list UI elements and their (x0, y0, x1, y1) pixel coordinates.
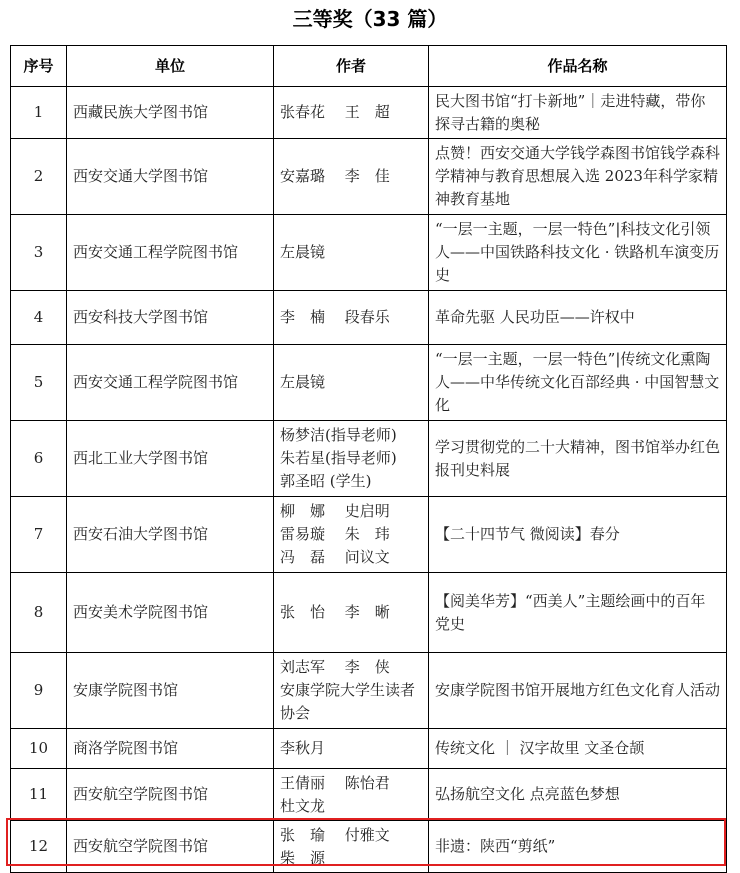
cell-unit: 安康学院图书馆 (67, 653, 274, 729)
cell-author: 张 怡 李 晰 (274, 573, 429, 653)
cell-author: 刘志军 李 侠 安康学院大学生读者协会 (274, 653, 429, 729)
cell-author: 张春花 王 超 (274, 87, 429, 139)
cell-author: 李 楠 段春乐 (274, 291, 429, 345)
table-row (11, 573, 727, 653)
cell-work: 革命先驱 人民功臣——许权中 (429, 291, 727, 345)
cell-num: 9 (11, 653, 67, 729)
cell-unit: 西安航空学院图书馆 (67, 821, 274, 873)
header-num: 序号 (11, 46, 67, 87)
header-work: 作品名称 (429, 46, 727, 87)
cell-author: 左晨镜 (274, 345, 429, 421)
cell-num: 6 (11, 421, 67, 497)
table-row (11, 497, 727, 573)
table-row (11, 421, 727, 497)
header-author: 作者 (274, 46, 429, 87)
cell-num: 5 (11, 345, 67, 421)
header-unit: 单位 (67, 46, 274, 87)
cell-num: 8 (11, 573, 67, 653)
cell-work: 弘扬航空文化 点亮蓝色梦想 (429, 769, 727, 821)
cell-work: 【二十四节气 微阅读】春分 (429, 497, 727, 573)
cell-unit: 西安航空学院图书馆 (67, 769, 274, 821)
cell-num: 3 (11, 215, 67, 291)
cell-num: 1 (11, 87, 67, 139)
cell-num: 7 (11, 497, 67, 573)
cell-author: 王倩丽 陈怡君 杜文龙 (274, 769, 429, 821)
cell-work: “一层一主题，一层一特色”|科技文化引领人——中国铁路科技文化 · 铁路机车演变历史 (429, 215, 727, 291)
table-header-row (11, 46, 727, 87)
page-title: 三等奖（33 篇） (292, 7, 448, 31)
cell-work: 【阅美华芳】“西美人”主题绘画中的百年党史 (429, 573, 727, 653)
table-row (11, 653, 727, 729)
cell-author: 左晨镜 (274, 215, 429, 291)
cell-work: “一层一主题，一层一特色”|传统文化熏陶人——中华传统文化百部经典 · 中国智慧文化 (429, 345, 727, 421)
cell-author: 杨梦洁(指导老师) 朱若星(指导老师) 郭圣昭 (学生) (274, 421, 429, 497)
cell-num: 12 (11, 821, 67, 873)
cell-unit: 西藏民族大学图书馆 (67, 87, 274, 139)
cell-unit: 西安交通工程学院图书馆 (67, 345, 274, 421)
cell-work: 民大图书馆“打卡新地”｜走进特藏，带你探寻古籍的奥秘 (429, 87, 727, 139)
cell-num: 10 (11, 729, 67, 769)
table-row (11, 729, 727, 769)
table-row (11, 821, 727, 873)
cell-work: 安康学院图书馆开展地方红色文化育人活动 (429, 653, 727, 729)
cell-unit: 商洛学院图书馆 (67, 729, 274, 769)
cell-unit: 西北工业大学图书馆 (67, 421, 274, 497)
cell-work: 点赞！西安交通大学钱学森图书馆钱学森科学精神与教育思想展入选 2023年科学家精神教育基地 (429, 139, 727, 215)
cell-num: 4 (11, 291, 67, 345)
cell-num: 2 (11, 139, 67, 215)
cell-author: 柳 娜 史启明 雷易璇 朱 玮 冯 磊 问议文 (274, 497, 429, 573)
cell-work: 学习贯彻党的二十大精神，图书馆举办红色报刊史料展 (429, 421, 727, 497)
cell-unit: 西安交通大学图书馆 (67, 139, 274, 215)
table-row (11, 87, 727, 139)
cell-author: 安嘉璐 李 佳 (274, 139, 429, 215)
cell-num: 11 (11, 769, 67, 821)
cell-unit: 西安交通工程学院图书馆 (67, 215, 274, 291)
cell-work: 非遗：陕西“剪纸” (429, 821, 727, 873)
table-row (11, 139, 727, 215)
table-row (11, 215, 727, 291)
table-row (11, 345, 727, 421)
cell-author: 李秋月 (274, 729, 429, 769)
awards-table (10, 45, 727, 873)
cell-author: 张 瑜 付雅文 柴 源 (274, 821, 429, 873)
cell-unit: 西安科技大学图书馆 (67, 291, 274, 345)
table-row (11, 291, 727, 345)
cell-work: 传统文化 ｜ 汉字故里 文圣仓颉 (429, 729, 727, 769)
cell-unit: 西安石油大学图书馆 (67, 497, 274, 573)
cell-unit: 西安美术学院图书馆 (67, 573, 274, 653)
table-row (11, 769, 727, 821)
